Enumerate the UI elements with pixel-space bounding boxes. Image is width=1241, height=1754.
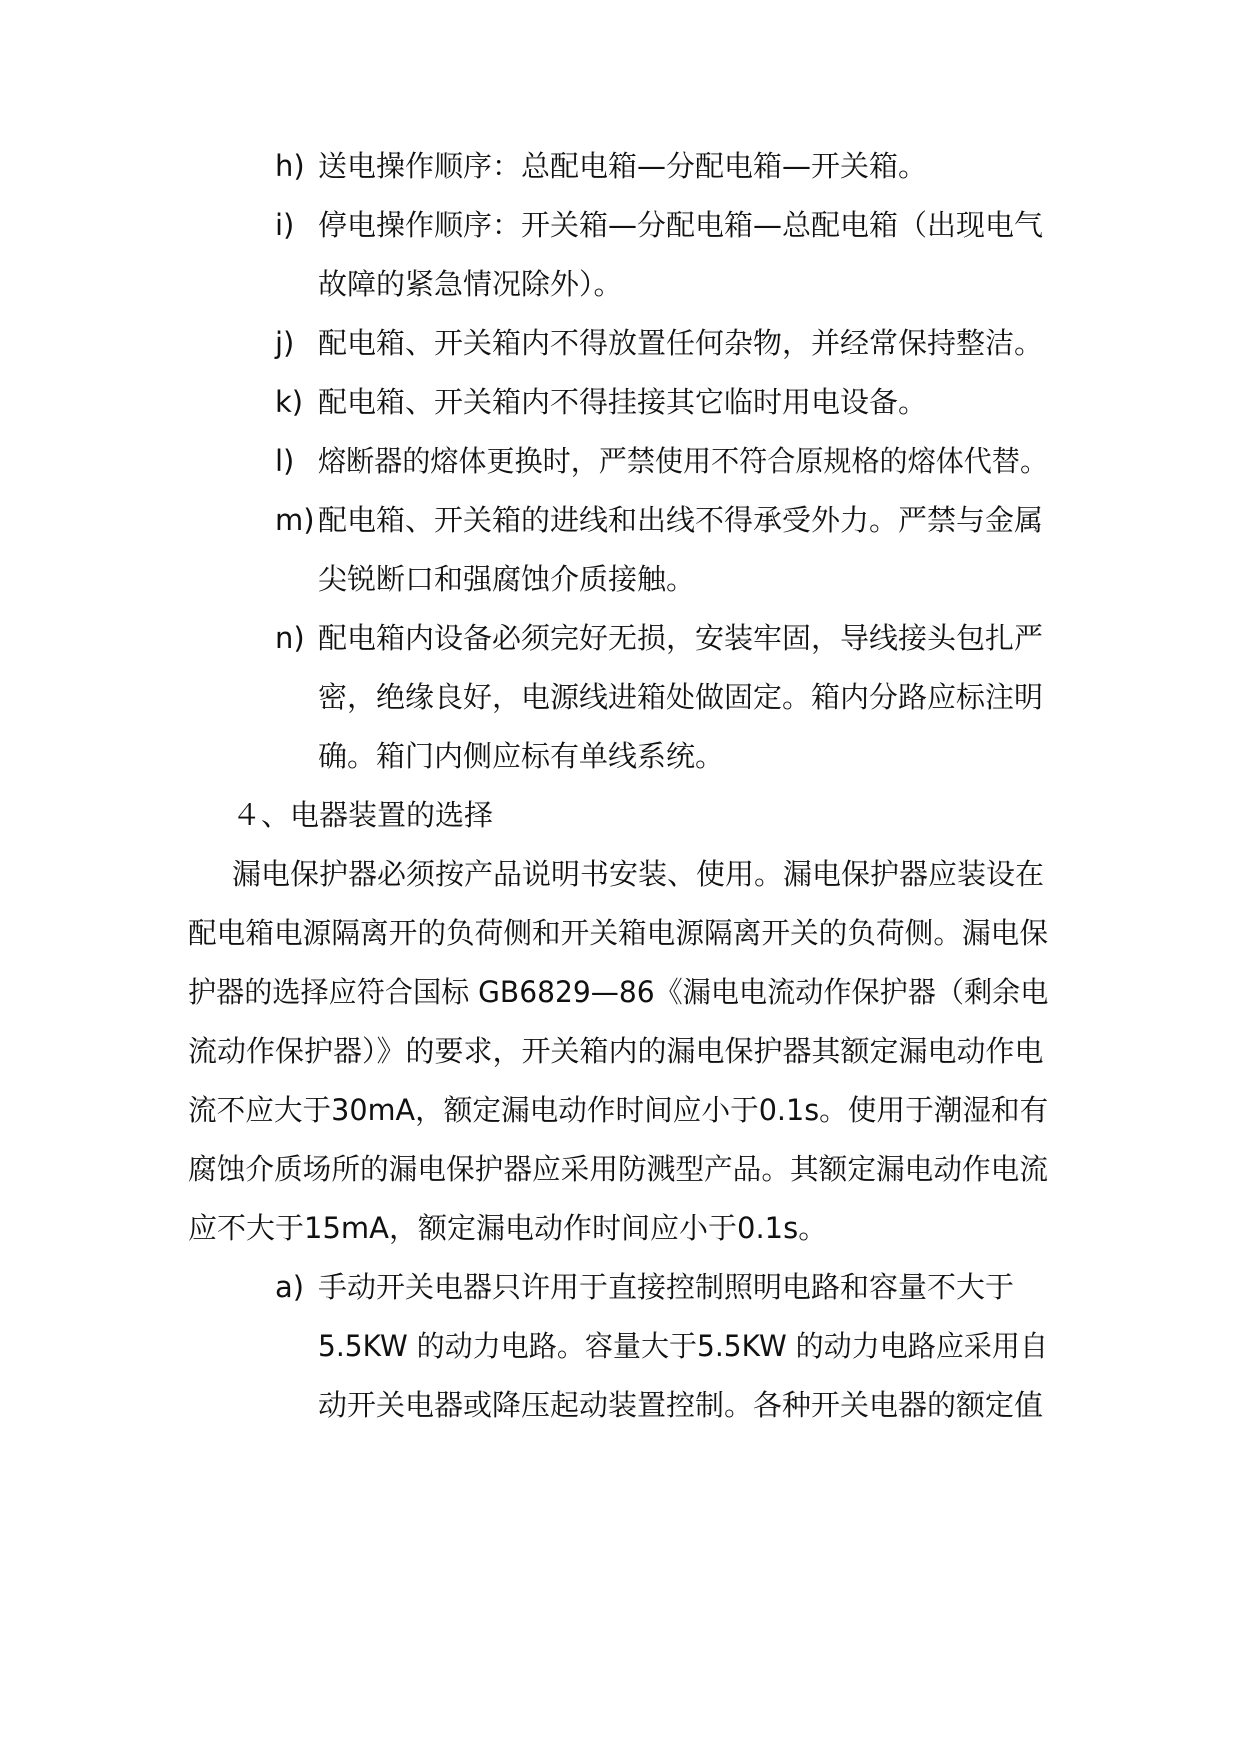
list-item-text: 熔断器的熔体更换时，严禁使用不符合原规格的熔体代替。 [318,444,1049,478]
list-item-text: 配电箱内设备必须完好无损，安装牢固，导线接头包扎严 [318,621,1044,655]
list-item-text: 密，绝缘良好，电源线进箱处做固定。箱内分路应标注明 [318,680,1044,714]
list-item-text: 配电箱、开关箱内不得放置任何杂物，并经常保持整洁。 [318,326,1044,360]
paragraph-line: 配电箱电源隔离开的负荷侧和开关箱电源隔离开关的负荷侧。漏电保 [188,916,1049,950]
list-marker: n) [275,621,305,655]
section-heading: ４、电器装置的选择 [232,798,494,832]
paragraph-line: 漏电保护器必须按产品说明书安装、使用。漏电保护器应装设在 [232,857,1045,891]
list-marker: a) [275,1270,305,1304]
paragraph-line: 腐蚀介质场所的漏电保护器应采用防溅型产品。其额定漏电动作电流 [188,1152,1049,1186]
list-item-text: 动开关电器或降压起动装置控制。各种开关电器的额定值 [318,1388,1044,1422]
paragraph-line: 护器的选择应符合国标 GB6829—86《漏电电流动作保护器（剩余电 [188,975,1049,1009]
paragraph-line: 应不大于15mA，额定漏电动作时间应小于0.1s。 [188,1211,828,1245]
list-marker: j) [275,326,295,360]
list-item-text: 尖锐断口和强腐蚀介质接触。 [318,562,696,596]
list-marker: k) [275,385,304,419]
paragraph-line: 流不应大于30mA，额定漏电动作时间应小于0.1s。使用于潮湿和有 [188,1093,1049,1127]
list-item-text: 送电操作顺序：总配电箱—分配电箱—开关箱。 [318,149,928,183]
list-item-text: 配电箱、开关箱内不得挂接其它临时用电设备。 [318,385,928,419]
list-item-text: 确。箱门内侧应标有单线系统。 [318,739,725,773]
list-marker: m) [275,503,315,537]
list-marker: h) [275,149,305,183]
list-item-text: 手动开关电器只许用于直接控制照明电路和容量不大于 [318,1270,1015,1304]
list-item-text: 停电操作顺序：开关箱—分配电箱—总配电箱（出现电气 [318,208,1044,242]
list-marker: l) [275,444,295,478]
list-marker: i) [275,208,295,242]
list-item-text: 故障的紧急情况除外）。 [318,267,623,301]
list-item-text: 配电箱、开关箱的进线和出线不得承受外力。严禁与金属 [318,503,1044,537]
paragraph-line: 流动作保护器）》的要求，开关箱内的漏电保护器其额定漏电动作电 [188,1034,1044,1068]
list-item-text: 5.5KW 的动力电路。容量大于5.5KW 的动力电路应采用自 [318,1329,1049,1363]
